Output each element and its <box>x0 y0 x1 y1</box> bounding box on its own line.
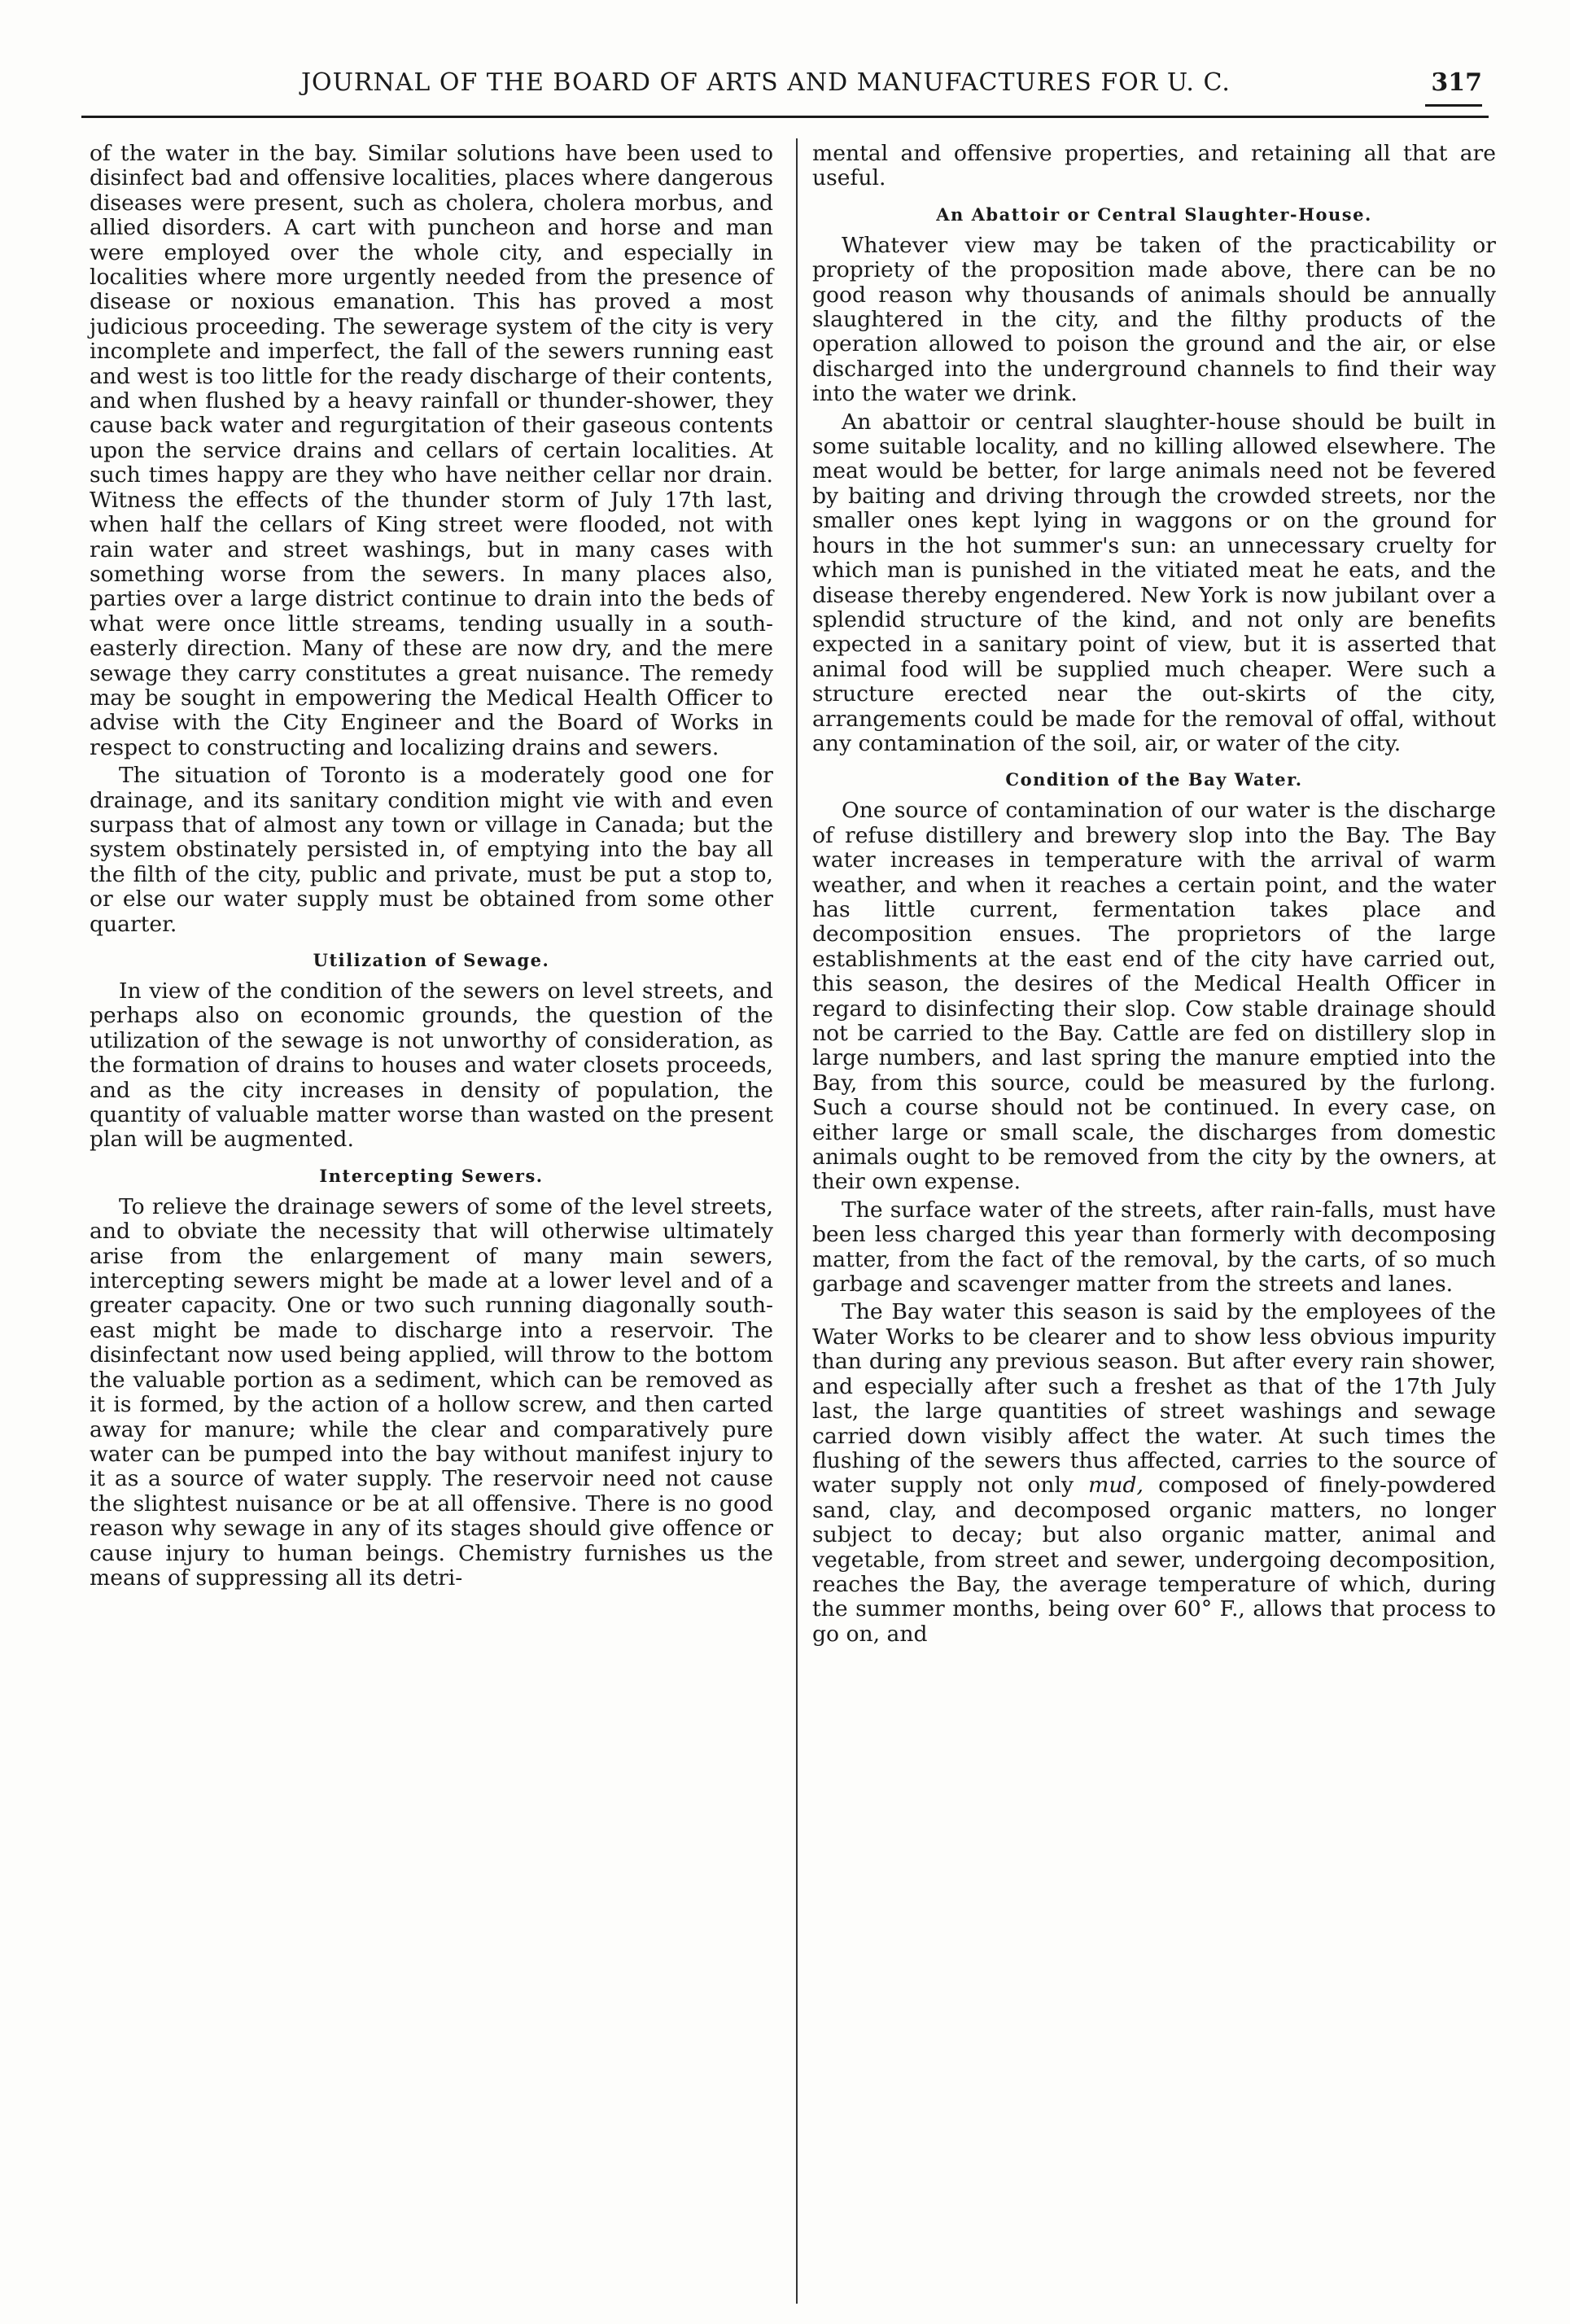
left-paragraph-3: In view of the condition of the sewers on level streets, and perhaps also on economic grounds, the question of the utilization of the sewage is not unworthy of consideration, as the formation of drains to houses and water closets proceeds, and as the city increases in density of population, the quantity of valuable matter worse than wasted on the present plan will be augmented. <box>90 978 773 1153</box>
left-paragraph-1: of the water in the bay. Similar solutions have been used to disinfect bad and offensive localities, places where dangerous diseases were present, such as cholera, cholera morbus, and allied disorders. A cart with puncheon and horse and man were employed over the whole city, and especially in localities where more urgently needed from the presence of disease or noxious emanation. This has proved a most judicious proceeding. The sewerage system of the city is very incomplete and imperfect, the fall of the sewers running east and west is too little for the ready discharge of their contents, and when flushed by a heavy rainfall or thunder-shower, they cause back water and regurgitation of their gaseous contents upon the service drains and cellars of certain localities. At such times happy are they who have neither cellar nor drain. Witness the effects of the thunder storm of July 17th last, when half the cellars of King street were flooded, not with rain water and street washings, but in many cases with something worse from the sewers. In many places also, parties over a large district continue to drain into the beds of what were once little streams, tending usually in a south-easterly direction. Many of these are now dry, and the mere sewage they carry constitutes a great nuisance. The remedy may be sought in empowering the Medical Health Officer to advise with the City Engineer and the Board of Works in respect to constructing and localizing drains and sewers. <box>90 141 773 760</box>
right-paragraph-3: An abattoir or central slaughter-house should be built in some suitable locality, and no killing allowed elsewhere. The meat would be better, for large animals need not be fevered by baiting and driving through the crowded streets, nor the smaller ones kept lying in waggons or on the ground for hours in the hot summer's sun: an unnecessary cruelty for which man is punished in the vitiated meat he eats, and the disease thereby engendered. New York is now jubilant over a splendid structure of the kind, and not only are benefits expected in a sanitary point of view, but it is asserted that animal food will be supplied much cheaper. Were such a structure erected near the out-skirts of the city, arrangements could be made for the removal of offal, without any contamination of the soil, air, or water of the city. <box>812 409 1496 756</box>
heading-bay-water: Condition of the Bay Water. <box>1005 769 1303 790</box>
right-paragraph-6 <box>812 1300 1496 1647</box>
running-title: JOURNAL OF THE BOARD OF ARTS AND MANUFACTURES FOR U. C. <box>301 68 1231 97</box>
page-number: 317 <box>1431 68 1482 97</box>
running-head <box>81 68 1489 101</box>
header-mark <box>1425 104 1482 107</box>
heading-intercepting-sewers: Intercepting Sewers. <box>319 1165 544 1186</box>
heading-utilization-of-sewage: Utilization of Sewage. <box>313 950 550 970</box>
right-paragraph-1: mental and offensive properties, and retaining all that are useful. <box>812 141 1496 191</box>
left-column <box>90 142 773 1594</box>
paragraph-6-text-start: The Bay water this season is said by the employees of the Water Works to be clearer and to show less obvious impurity than during any previous season. But after every rain shower, and especially after such a freshet as that of the 17th July last, the large quantities of street washings and sewage carried down visibly affect the water. At such times the flushing of the sewers thus affected, carries to the source of water supply not only <box>812 1299 1496 1499</box>
header-rule <box>81 116 1489 118</box>
right-paragraph-2: Whatever view may be taken of the practicability or propriety of the proposition made above, there can be no good reason why thousands of animals should be annually slaughtered in the city, and the filthy products of the operation allowed to poison the ground and the air, or else discharged into the underground channels to find their way into the water we drink. <box>812 232 1496 407</box>
right-column <box>812 142 1496 1650</box>
heading-abattoir: An Abattoir or Central Slaughter-House. <box>936 204 1372 225</box>
left-paragraph-4: To relieve the drainage sewers of some of the level streets, and to obviate the necessity that will otherwise ultimately arise from the enlargement of many main sewers, intercepting sewers might be made at a lower level and of a greater capacity. One or two such running diagonally south-east might be made to discharge into a reservoir. The disinfectant now used being applied, will throw to the bottom the valuable portion as a sediment, which can be removed as it is formed, by the action of a hollow screw, and then carted away for manure; while the clear and comparatively pure water can be pumped into the bay without manifest injury to it as a source of water supply. The reservoir need not cause the slightest nuisance or be at all offensive. There is no good reason why sewage in any of its stages should give offence or cause injury to human beings. Chemistry furnishes us the means of suppressing all its detri- <box>90 1193 773 1591</box>
right-paragraph-5: The surface water of the streets, after rain-falls, must have been less charged this year than formerly with decomposing matter, from the fact of the removal, by the carts, of so much garbage and scavenger matter from the streets and lanes. <box>812 1197 1496 1298</box>
italic-mud: mud, <box>1088 1473 1144 1499</box>
right-paragraph-4: One source of contamination of our water is the discharge of refuse distillery and brewery slop into the Bay. The Bay water increases in temperature with the arrival of warm weather, and when it reaches a certain point, and the water has little current, fermentation takes place and decomposition ensues. The proprietors of the large establishments at the east end of the city have carried out, this season, the desires of the Medical Health Officer in regard to disinfecting their slop. Cow stable drainage should not be carried to the Bay. Cattle are fed on distillery slop in large numbers, and last spring the manure emptied into the Bay, from this source, could be measured by the furlong. Such a course should not be continued. In every case, on either large or small scale, the discharges from domestic animals ought to be removed from the city by the owners, at their own expense. <box>812 798 1496 1195</box>
column-divider <box>796 138 798 2304</box>
paragraph-6-text-end: composed of finely-powdered sand, clay, and decomposed organic matters, no longer subject to decay; but also organic matter, animal and vegetable, from street and sewer, undergoing decomposition, reaches the Bay, the average temperature of which, during the summer months, being over 60° F., allows that process to go on, and <box>812 1473 1496 1647</box>
left-paragraph-2: The situation of Toronto is a moderately good one for drainage, and its sanitary condition might vie with and even surpass that of almost any town or village in Canada; but the system obstinately persisted in, of emptying into the bay all the filth of the city, public and private, must be put a stop to, or else our water supply must be obtained from some other quarter. <box>90 763 773 937</box>
